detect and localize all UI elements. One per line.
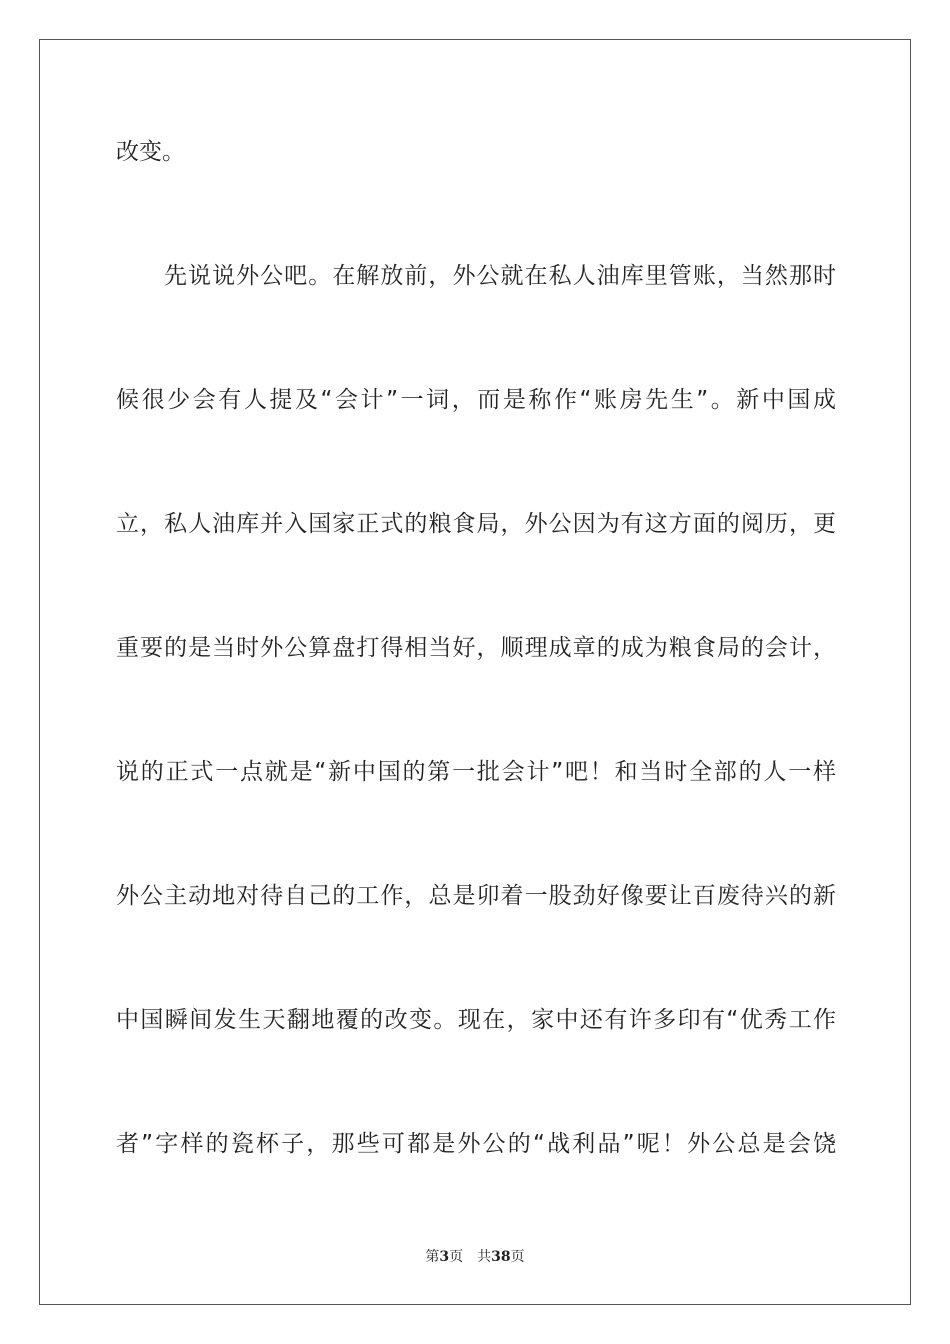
paragraph-line: 者”字样的瓷杯子，那些可都是外公的“战利品”呢！外公总是会饶 xyxy=(116,1131,836,1157)
paragraph-line: 外公主动地对待自己的工作，总是卯着一股劲好像要让百废待兴的新 xyxy=(116,883,836,909)
total-prefix: 共 xyxy=(477,1249,492,1265)
paragraph-line: 改变。 xyxy=(116,139,185,165)
page-number: 3 xyxy=(439,1249,450,1265)
paragraph-line: 说的正式一点就是“新中国的第一批会计”吧！和当时全部的人一样 xyxy=(116,759,836,785)
paragraph-line: 候很少会有人提及“会计”一词，而是称作“账房先生”。新中国成 xyxy=(116,387,836,413)
paragraph-line: 立，私人油库并入国家正式的粮食局，外公因为有这方面的阅历，更 xyxy=(116,511,836,537)
total-pages: 38 xyxy=(491,1249,511,1265)
page-footer xyxy=(0,1248,950,1266)
total-suffix: 页 xyxy=(510,1249,525,1265)
page-suffix: 页 xyxy=(449,1249,464,1265)
paragraph-line: 重要的是当时外公算盘打得相当好，顺理成章的成为粮食局的会计， xyxy=(116,635,836,661)
page-prefix: 第 xyxy=(425,1249,440,1265)
paragraph-line: 先说说外公吧。在解放前，外公就在私人油库里管账，当然那时 xyxy=(164,263,836,289)
page-border xyxy=(39,39,911,1305)
paragraph-line: 中国瞬间发生天翻地覆的改变。现在，家中还有许多印有“优秀工作 xyxy=(116,1007,836,1033)
